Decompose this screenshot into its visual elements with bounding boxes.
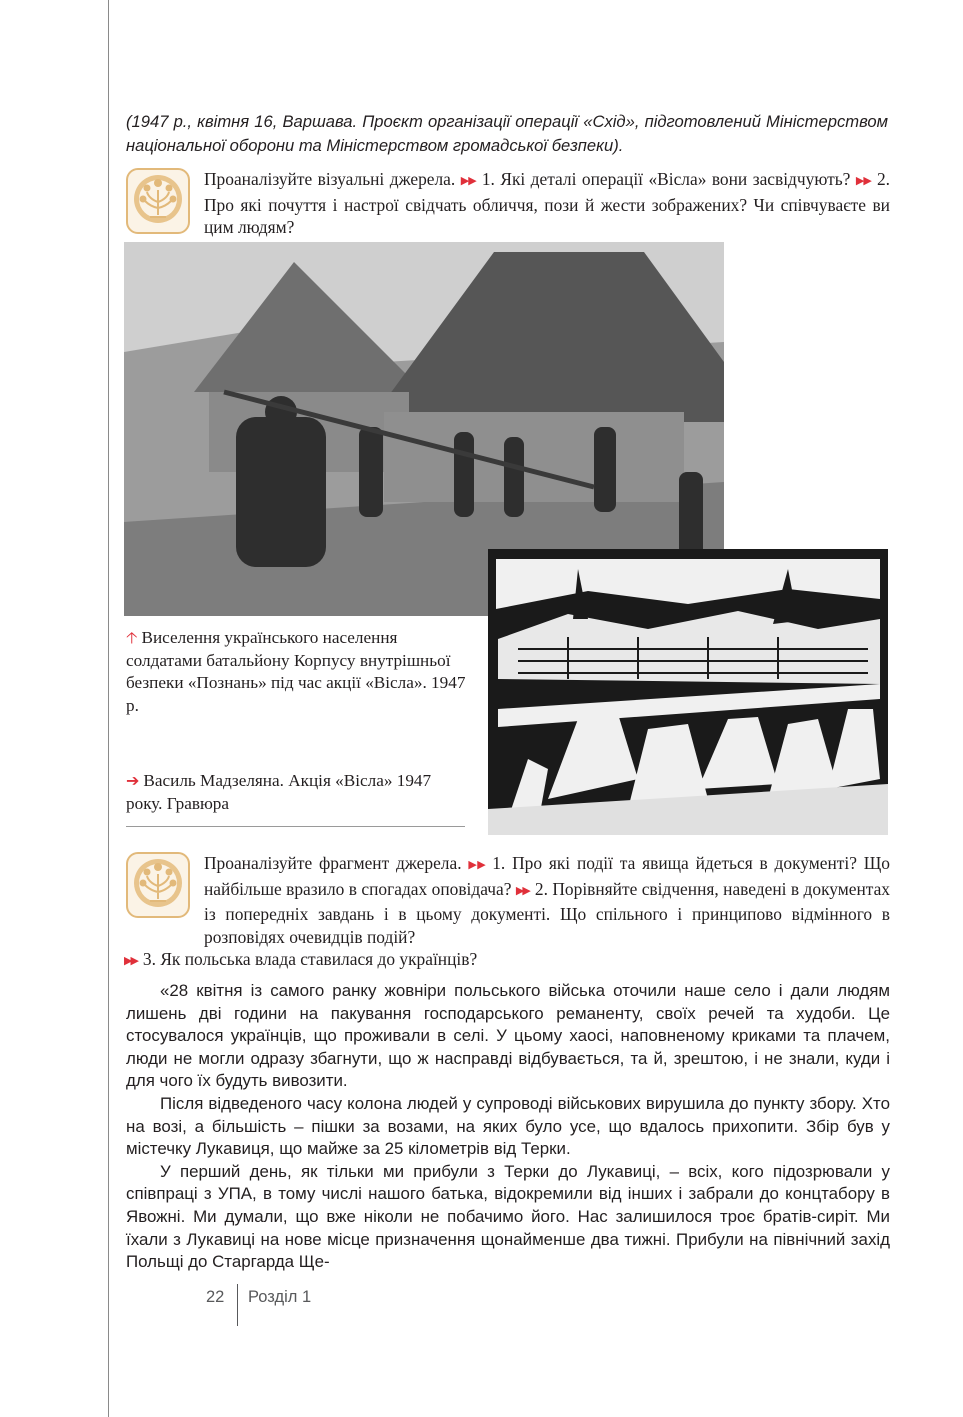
source-caption: (1947 р., квітня 16, Варшава. Проєкт організації операції «Схід», підготовлений Міністерством національної оборони та Міністерством громадської безпеки). bbox=[126, 112, 888, 155]
engraving-caption bbox=[126, 770, 466, 815]
photo-caption-text: Виселення українського населення солдатами батальйону Корпусу внутрішньої безпеки «Познань» під час акції «Вісла». 1947 р. bbox=[126, 628, 466, 715]
double-triangle-right-icon: ▶▶ bbox=[468, 859, 487, 871]
task-question-2: 2. Про які почуття і настрої свідчать обличчя, пози й жести зображених? Чи співчуваєте ви цим людям? bbox=[204, 169, 891, 237]
task-text bbox=[126, 168, 890, 239]
double-triangle-right-icon: ▶▶ bbox=[855, 175, 871, 187]
double-triangle-right-icon: ▶▶ bbox=[460, 175, 476, 187]
section-label: Розділ 1 bbox=[248, 1288, 312, 1306]
caption-divider bbox=[126, 826, 465, 827]
engraving-akcja-wisla bbox=[488, 549, 888, 835]
tree-of-life-icon bbox=[126, 852, 190, 918]
task-question-1: 1. Про які події та явища йдеться в документі? Що найбільше вразило в спогадах оповідача? bbox=[204, 853, 890, 899]
task-question-1: 1. Які деталі операції «Вісла» вони засвідчують? bbox=[481, 169, 851, 189]
double-triangle-right-icon: ▶▶ bbox=[124, 955, 137, 967]
task-lead: Проаналізуйте фрагмент джерела. bbox=[204, 853, 462, 873]
tree-of-life-icon bbox=[126, 168, 190, 234]
arrow-right-icon: ➔ bbox=[126, 771, 140, 790]
task-text-tail bbox=[124, 948, 890, 974]
engraving-caption-text: Василь Мадзеляна. Акція «Вісла» 1947 року. Гравюра bbox=[126, 771, 432, 813]
memoir-paragraph: «28 квітня із самого ранку жовніри польського війська оточили наше село і дали людям лишень дві години на пакування господарського реманенту, своїх речей та худоби. Це стосувалося українців, що проживали в селі. У цьому хаосі, наповненому криками та плачем, люди не могли одразу збагнути, що ж насправді відбувається, та й, зрештою, і не знали, куди і для чого їх будуть вивозити. bbox=[126, 981, 890, 1091]
task-source-fragment bbox=[126, 852, 890, 974]
task-question-3: 3. Як польська влада ставилася до українців? bbox=[142, 949, 478, 969]
task-question-2: 2. Порівняйте свідчення, наведені в документах із попередніх завдань і в цьому документі. Що спільного і принципово відмінного в розповідях очевидців подій? bbox=[204, 878, 891, 947]
memoir-paragraph: У перший день, як тільки ми прибули з Терки до Лукавиці, – всіх, кого підозрювали у співпраці з УПА, в тому числі нашого батька, відокремили від інших і забрали до концтабору в Явожні. Ми думали, що вже ніколи не побачимо його. Нас залишилося троє братів-сиріт. Ми їхали з Лукавиці на нове місце призначення щонайменше два тижні. Прибули на північний захід Польщі до Старгарда Ще- bbox=[126, 1161, 890, 1272]
memoir-paragraph: Після відведеного часу колона людей у супроводі військових вирушила до пункту збору. Хто на возі, а більшість – пішки за возами, на яких було усе, що вдалось прихопити. Збір був у містечку Лукавиця, що майже за 25 кілометрів від Терки. bbox=[126, 1093, 890, 1159]
task-visual-sources bbox=[126, 168, 890, 239]
arrow-up-icon: 🡡 bbox=[126, 628, 138, 647]
photo-caption bbox=[126, 627, 466, 717]
page-number: 22 bbox=[206, 1288, 225, 1306]
double-triangle-right-icon: ▶▶ bbox=[515, 884, 529, 897]
footer-separator bbox=[237, 1284, 238, 1326]
page-margin-line bbox=[108, 0, 109, 1417]
task-lead: Проаналізуйте візуальні джерела. bbox=[204, 169, 456, 189]
memoir-text bbox=[126, 980, 890, 1274]
task-text bbox=[126, 852, 890, 948]
